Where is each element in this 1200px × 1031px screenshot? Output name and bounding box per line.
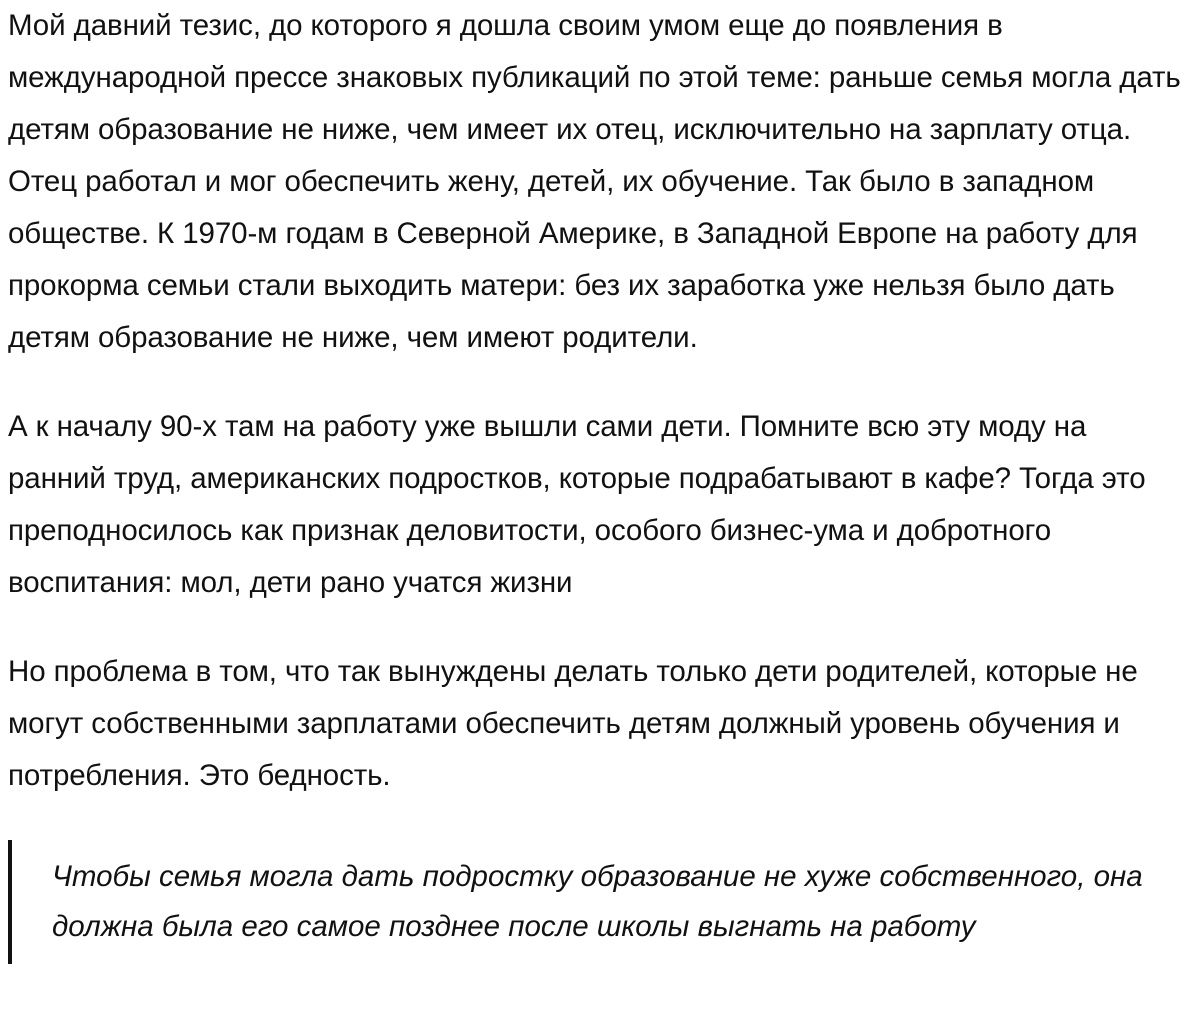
paragraph-1: Мой давний тезис, до которого я дошла своим умом еще до появления в международной прессе знаковых публикаций по этой теме: раньше семья могла дать детям образование не ниже, чем имеет их отец, исключительно на зарплату отца. Отец работал и мог обеспечить жену, детей, их обучение. Так было в западном обществе. К 1970-м годам в Северной Америке, в Западной Европе на работу для прокорма семьи стали выходить матери: без их заработка уже нельзя было дать детям образование не ниже, чем имеют родители. <box>8 9 1181 354</box>
quote-text: Чтобы семья могла дать подростку образование не хуже собственного, она должна была его самое позднее после школы выгнать на работу <box>52 860 1143 943</box>
paragraph-2: А к началу 90-х там на работу уже вышли сами дети. Помните всю эту моду на ранний труд, американских подростков, которые подрабатывают в кафе? Тогда это преподносилось как признак деловитости, особого бизнес-ума и добротного воспитания: мол, дети рано учатся жизни <box>8 410 1146 599</box>
paragraph-3: Но проблема в том, что так вынуждены делать только дети родителей, которые не могут собственными зарплатами обеспечить детям должный уровень обучения и потребления. Это бедность. <box>8 655 1138 792</box>
blockquote <box>8 840 1192 964</box>
